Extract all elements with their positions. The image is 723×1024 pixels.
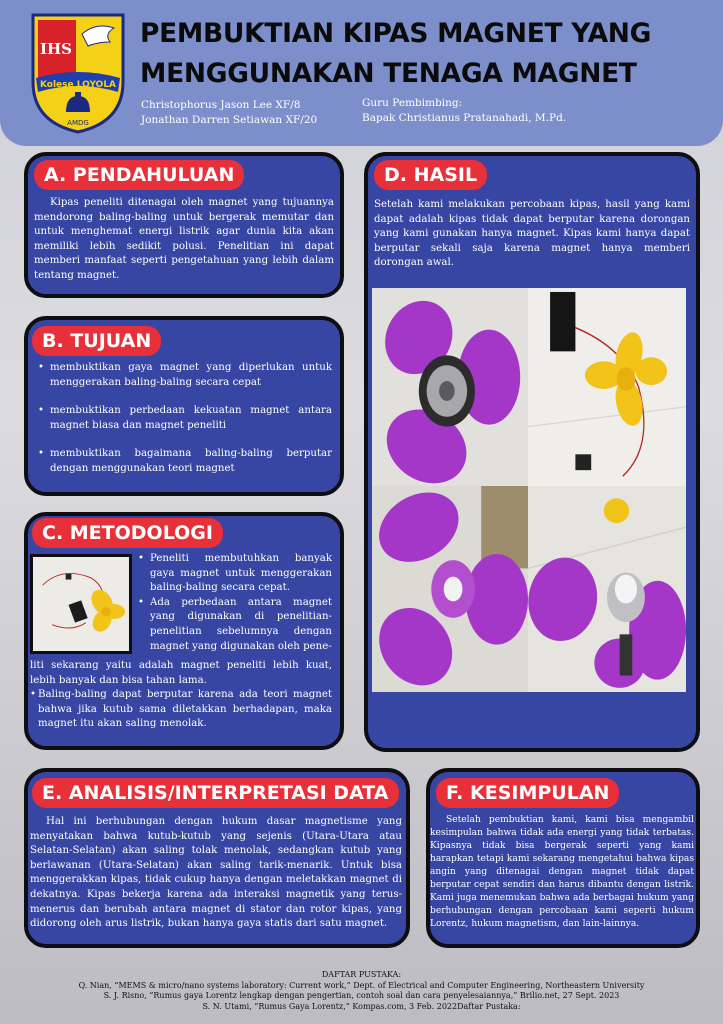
tujuan-item: • membuktikan gaya magnet yang diperlukan untuk menggerakan baling-baling secara cepat: [38, 361, 332, 390]
metodologi-item-continued: liti sekarang yaitu adalah magnet peneliti lebih kuat, lebih banyak dan bisa tahan lama.: [30, 660, 332, 686]
hasil-photo-3: [372, 486, 528, 692]
metodologi-heading: C. METODOLOGI: [32, 518, 223, 548]
metodologi-item: • Ada perbedaan antara magnet yang digunakan di penelitian-penelitian sebelumnya dengan magnet yang digunakan oleh pene-: [138, 596, 332, 654]
reference-item: S. N. Utami, “Rumus Gaya Lorentz,” Kompas.com, 3 Feb. 2022Daftar Pustaka:: [202, 1001, 521, 1011]
author-2: Jonathan Darren Setiawan XF/20: [141, 114, 318, 126]
hasil-text: [374, 198, 690, 271]
pendahuluan-text: [34, 196, 334, 284]
analisis-paragraph: Hal ini berhubungan dengan hukum dasar magnetisme yang menyatakan bahwa kutub-kutub yang sejenis (Utara-Utara atau Selatan-Selatan) akan saling tolak menolak, sedangkan kutub yang berlawanan (Utara-Selatan) akan saling tarik-menarik. Untuk bisa menggerakkan kipas, tidak cukup hanya dengan meletakkan magnet di dekatnya. Kipas bekerja karena ada interaksi magnetik yang terus-menerus dan berubah antara magnet di stator dan rotor kipas, yang didorong oleh arus listrik, bukan hanya gaya statis dari satu magnet.: [30, 816, 402, 930]
supervisor-label: Guru Pembimbing:: [362, 97, 463, 109]
hasil-heading: D. HASIL: [374, 160, 487, 190]
hasil-photo-2: [528, 288, 686, 486]
tujuan-list: [38, 361, 332, 477]
tujuan-list-wrap: [38, 361, 332, 477]
daftar-pustaka: [0, 970, 723, 1012]
kesimpulan-text: [430, 814, 694, 931]
pendahuluan-heading: A. PENDAHULUAN: [34, 160, 244, 190]
crest-logo: [30, 12, 126, 134]
metodologi-list-top: [138, 552, 332, 654]
tujuan-heading: B. TUJUAN: [32, 326, 161, 356]
supervisor-name: Bapak Christianus Pratanahadi, M.Pd.: [362, 112, 567, 124]
reference-item: Q. Nian, “MEMS & micro/nano systems laboratory: Current work,” Dept. of Electrical and Computer Engineering, Northeastern University: [78, 980, 645, 990]
metodologi-side-text: [138, 552, 332, 654]
poster-header: [0, 0, 723, 146]
poster-title: [140, 14, 710, 94]
hasil-photo-1: [372, 288, 528, 486]
hasil-photo-4: [528, 486, 686, 692]
metodologi-item: • Peneliti membutuhkan banyak gaya magnet untuk menggerakan baling-baling secara cepat.: [138, 552, 332, 596]
tujuan-item: • membuktikan perbedaan kekuatan magnet antara magnet biasa dan magnet peneliti: [38, 404, 332, 433]
daftar-pustaka-heading: DAFTAR PUSTAKA:: [321, 970, 402, 979]
metodologi-list-bottom: [30, 688, 332, 732]
pendahuluan-paragraph: Kipas peneliti ditenagai oleh magnet yang tujuannya mendorong baling-baling untuk bergerak memutar dan untuk menghemat energi listrik agar dunia kita akan memiliki lebih sedikit polusi. Penelitian ini dapat memberi manfaat seperti pengetahuan yang lebih dalam tentang magnet.: [34, 197, 334, 281]
metodologi-bottom-text: [30, 659, 332, 732]
analisis-heading: E. ANALISIS/INTERPRETASI DATA: [32, 778, 399, 808]
hasil-paragraph: Setelah kami melakukan percobaan kipas, hasil yang kami dapat adalah kipas tidak dapat berputar karena dorongan yang kami gunakan hanya magnet. Kipas kami hanya dapat berputar sekali saja karena magnet hanya memberi dorongan awal.: [374, 199, 690, 269]
logo-monogram: IHS: [39, 40, 73, 58]
title-line-2: MENGGUNAKAN TENAGA MAGNET: [140, 58, 637, 89]
author-list: [141, 98, 317, 128]
analisis-text: [30, 815, 402, 932]
kesimpulan-heading: F. KESIMPULAN: [436, 778, 619, 808]
metodologi-photo: [30, 554, 132, 654]
kesimpulan-paragraph: Setelah pembuktian kami, kami bisa mengambil kesimpulan bahwa tidak ada energi yang tidak terbatas. Kipasnya tidak bisa bergerak seperti yang kami harapkan tetapi kami sekarang mengetahui bahwa kipas angin yang ditenagai dengan magnet tidak dapat berputar cepat sendiri dan harus dibantu dengan listrik. Kami juga menemukan bahwa ada berbagai hukum yang berhubungan dengan percobaan kami seperti hukum Lorentz, hukum magnetism, dan lain-lainnya.: [430, 815, 694, 929]
logo-banner-text: Kolese LOYOLA: [39, 80, 117, 90]
supervisor-info: [362, 96, 566, 126]
author-1: Christophorus Jason Lee XF/8: [141, 99, 301, 111]
title-line-1: PEMBUKTIAN KIPAS MAGNET YANG: [140, 18, 652, 49]
reference-item: S. J. Risno, “Rumus gaya Lorentz lengkap dengan pengertian, contoh soal dan cara penyelesaiannya,” Brilio.net, 27 Sept. 2023: [103, 991, 620, 1000]
metodologi-item: • Baling-baling dapat berputar karena ada teori magnet bahwa jika kutub sama diletakkan berhadapan, maka magnet itu akan saling menolak.: [30, 688, 332, 732]
logo-motto: AMDG: [67, 119, 89, 127]
tujuan-item: • membuktikan bagaimana baling-baling berputar dengan menggunakan teori magnet: [38, 447, 332, 476]
